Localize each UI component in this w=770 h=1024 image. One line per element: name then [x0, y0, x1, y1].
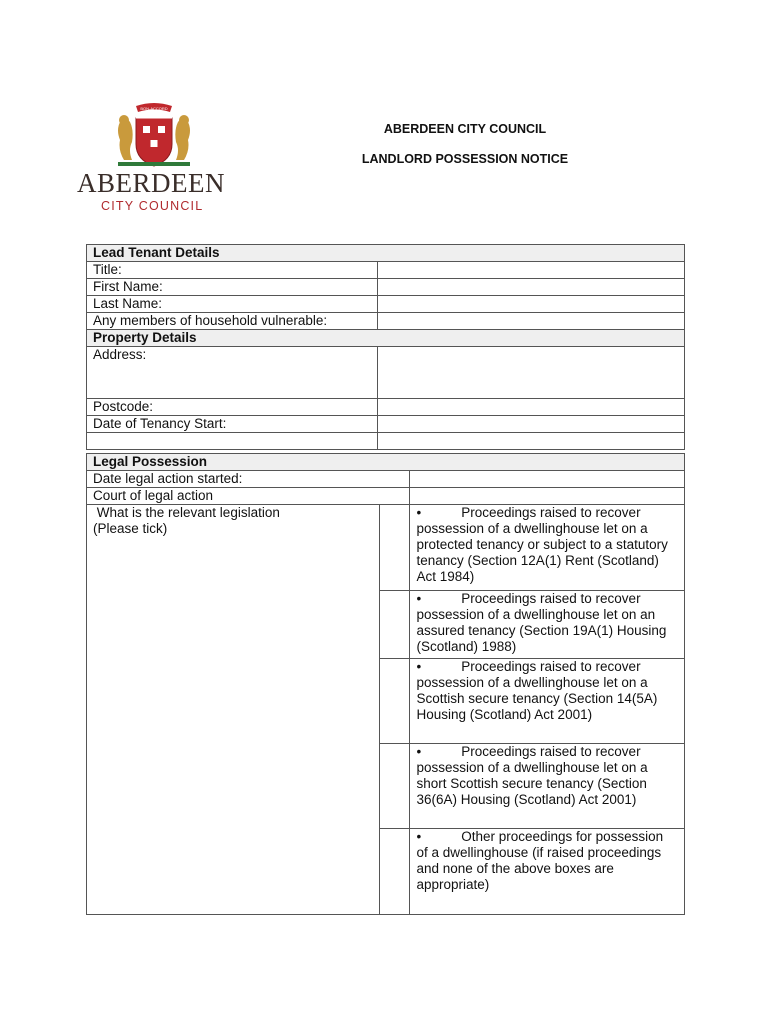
legislation-option-4 — [410, 744, 685, 829]
legislation-option-5 — [410, 829, 685, 915]
bullet: • — [416, 505, 422, 520]
tick-box-3[interactable] — [379, 659, 410, 744]
vulnerable-field[interactable] — [377, 313, 684, 330]
tenancy-start-field[interactable] — [377, 416, 684, 433]
form-title: LANDLORD POSSESSION NOTICE — [361, 152, 569, 166]
address-field[interactable] — [377, 347, 684, 399]
legal-possession-heading: Legal Possession — [87, 454, 685, 471]
option-first-line: Other proceedings for — [461, 829, 592, 844]
last-name-field[interactable] — [377, 296, 684, 313]
legislation-label: What is the relevant legislation — [93, 505, 280, 520]
legislation-option-3 — [410, 659, 685, 744]
legislation-option-1 — [410, 505, 685, 591]
bullet: • — [416, 744, 422, 759]
option-text: possession of a dwellinghouse let on a Scottish secure tenancy (Section 14(5A) Housing (Scotland) Act 2001) — [416, 675, 658, 722]
organisation-heading: ABERDEEN CITY COUNCIL — [383, 122, 547, 136]
first-name-field[interactable] — [377, 279, 684, 296]
address-label: Address: — [87, 347, 378, 399]
blank-row-right[interactable] — [377, 433, 684, 450]
aberdeen-city-council-logo — [72, 100, 232, 218]
option-text: possession of a dwellinghouse let on a short Scottish secure tenancy (Section 36(6A) Housing (Scotland) Act 2001) — [416, 760, 648, 807]
option-first-line: Proceedings raised to recover — [461, 744, 641, 759]
option-text: possession of a dwellinghouse (if raised proceedings and none of the above boxes are appropriate) — [416, 829, 664, 892]
coat-of-arms-icon — [110, 100, 198, 170]
tenant-property-table — [86, 244, 685, 450]
option-text: possession of a dwellinghouse let on an assured tenancy (Section 19A(1) Housing (Scotland) 1988) — [416, 607, 667, 654]
option-text: possession of a dwellinghouse let on a protected tenancy or subject to a statutory tenancy (Section 12A(1) Rent (Scotland) Act 1984) — [416, 521, 668, 584]
crest-banner-text: BON-ACCORD — [140, 106, 168, 111]
bullet: • — [416, 829, 422, 844]
court-label: Court of legal action — [87, 488, 410, 505]
last-name-label: Last Name: — [87, 296, 378, 313]
blank-row-left — [87, 433, 378, 450]
logo-wordmark-main: ABERDEEN — [77, 168, 225, 198]
bullet: • — [416, 659, 422, 674]
date-started-label: Date legal action started: — [87, 471, 410, 488]
tick-box-5[interactable] — [379, 829, 410, 915]
legal-possession-table — [86, 453, 685, 915]
vulnerable-label: Any members of household vulnerable: — [87, 313, 378, 330]
date-started-field[interactable] — [410, 471, 685, 488]
bullet: • — [416, 591, 422, 606]
logo-wordmark-sub: CITY COUNCIL — [101, 199, 204, 213]
option-first-line: Proceedings raised to recover — [461, 591, 641, 606]
first-name-label: First Name: — [87, 279, 378, 296]
postcode-field[interactable] — [377, 399, 684, 416]
legislation-question — [87, 505, 380, 915]
option-first-line: Proceedings raised to recover — [461, 659, 641, 674]
legislation-hint: (Please tick) — [93, 521, 168, 536]
tick-box-1[interactable] — [379, 505, 410, 591]
lead-tenant-heading: Lead Tenant Details — [87, 245, 685, 262]
tenancy-start-label: Date of Tenancy Start: — [87, 416, 378, 433]
title-label: Title: — [87, 262, 378, 279]
property-heading: Property Details — [87, 330, 685, 347]
title-field[interactable] — [377, 262, 684, 279]
tick-box-2[interactable] — [379, 591, 410, 659]
legislation-option-2 — [410, 591, 685, 659]
court-field[interactable] — [410, 488, 685, 505]
tick-box-4[interactable] — [379, 744, 410, 829]
postcode-label: Postcode: — [87, 399, 378, 416]
option-first-line: Proceedings raised to recover — [461, 505, 641, 520]
